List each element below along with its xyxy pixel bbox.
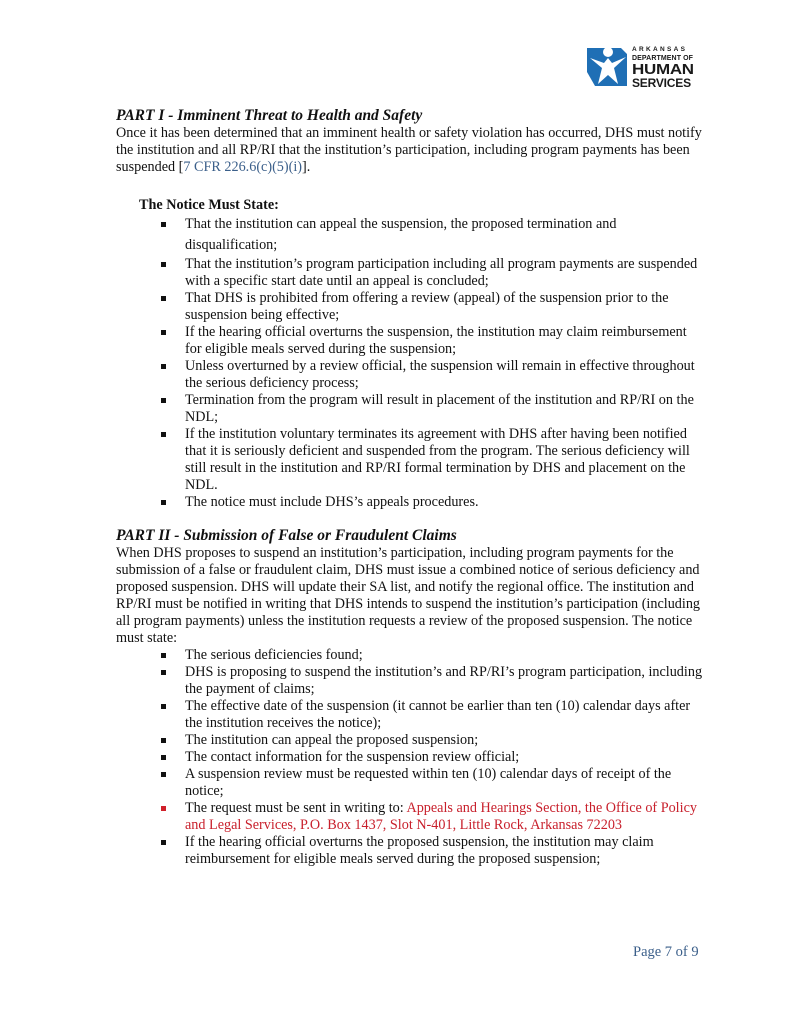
bullet-icon [161,704,166,709]
list-item-text: If the institution voluntary terminates its agreement with DHS after having been notified that it is seriously deficient and suspended from the program. The serious deficiency will still result in the institution and RP/RI formal termination by DHS and placement on the NDL. [185,426,690,493]
list-item [185,834,706,868]
list-item-text: That the institution’s program participation including all program payments are suspended with a specific start date until an appeal is concluded; [185,256,698,289]
list-item [185,698,706,732]
bullet-icon [161,670,166,675]
notice-must-state-label: The Notice Must State: [139,197,279,213]
request-prefix-text: The request must be sent in writing to: [185,800,407,816]
dhs-star-figure-icon [587,46,629,88]
list-item-text: The notice must include DHS’s appeals procedures. [185,494,479,510]
bullet-icon [161,222,166,227]
part1-section [116,107,706,511]
part1-notice-list [116,214,706,511]
bullet-icon [161,296,166,301]
bullet-icon [161,653,166,658]
list-item [185,392,706,426]
logo-line-arkansas: ARKANSAS [632,46,688,53]
bullet-icon [161,364,166,369]
list-item [185,766,706,800]
list-item [185,324,706,358]
list-item [185,358,706,392]
part2-intro: When DHS proposes to suspend an institution’s participation, including program payments for the submission of a false or fraudulent claim, DHS must issue a combined notice of serious deficiency and proposed suspension. DHS will update their SA list, and notify the regional office. The institution and RP/RI must be notified in writing that DHS intends to suspend the institution’s participation (including all program payments) unless the institution requests a review of the proposed suspension. The notice must state: [116,545,701,646]
dhs-logo [587,46,707,92]
cfr-citation-link[interactable]: 7 CFR 226.6(c)(5)(i) [183,159,302,175]
list-item-text: That DHS is prohibited from offering a review (appeal) of the suspension prior to the suspension being effective; [185,290,669,323]
part2-section [116,527,706,868]
list-item-text: DHS is proposing to suspend the institution’s and RP/RI’s program participation, including the payment of claims; [185,664,703,697]
list-item-text: That the institution can appeal the suspension, the proposed termination and disqualification; [185,216,617,253]
page-number: Page 7 of 9 [633,944,699,960]
list-item-text: The effective date of the suspension (it cannot be earlier than ten (10) calendar days after the institution receives the notice); [185,698,691,731]
list-item [185,732,706,749]
part1-intro [116,125,706,176]
part1-intro-text: Once it has been determined that an imminent health or safety violation has occurred, DHS must notify the institution and all RP/RI that the institution’s participation, including program payments has been suspended [ [116,125,702,175]
bullet-icon [161,755,166,760]
list-item-text: The contact information for the suspension review official; [185,749,520,765]
list-item [185,664,706,698]
logo-line-department: DEPARTMENT OF [632,54,694,62]
bullet-icon [161,262,166,267]
list-item [185,749,706,766]
part2-heading: PART II - Submission of False or Fraudulent Claims [116,527,457,544]
bullet-icon [161,738,166,743]
logo-line-services: SERVICES [632,75,691,90]
list-item-text: Unless overturned by a review official, the suspension will remain in effective throughout the serious deficiency process; [185,358,695,391]
dhs-wordmark [632,47,694,89]
bullet-icon [161,840,166,845]
list-item-text: If the hearing official overturns the suspension, the institution may claim reimbursement for eligible meals served during the suspension; [185,324,687,357]
part2-notice-list [116,647,706,868]
list-item-text: The serious deficiencies found; [185,647,363,663]
list-item [185,647,706,664]
list-item-text: If the hearing official overturns the proposed suspension, the institution may claim reimbursement for eligible meals served during the proposed suspension; [185,834,654,867]
list-item-text: A suspension review must be requested within ten (10) calendar days of receipt of the notice; [185,766,672,799]
list-item-request-address [185,800,706,834]
list-item [185,214,706,256]
list-item [185,494,706,511]
list-item [185,290,706,324]
list-item [185,256,706,290]
bullet-icon [161,398,166,403]
bullet-icon [161,330,166,335]
list-item [185,426,706,494]
bullet-icon [161,500,166,505]
red-bullet-icon [161,806,166,811]
part1-intro-end: ]. [302,159,311,175]
part1-heading: PART I - Imminent Threat to Health and Safety [116,107,423,124]
appeals-address-text: Appeals and Hearings Section, the Office of Policy and Legal Services, P.O. Box 1437, Slot N-401, Little Rock, Arkansas 72203 [185,800,697,833]
bullet-icon [161,772,166,777]
document-body [116,107,706,868]
list-item-text: Termination from the program will result in placement of the institution and RP/RI on the NDL; [185,392,694,425]
list-item-text: The institution can appeal the proposed suspension; [185,732,479,748]
bullet-icon [161,432,166,437]
logo-line-human: HUMAN [632,60,694,77]
